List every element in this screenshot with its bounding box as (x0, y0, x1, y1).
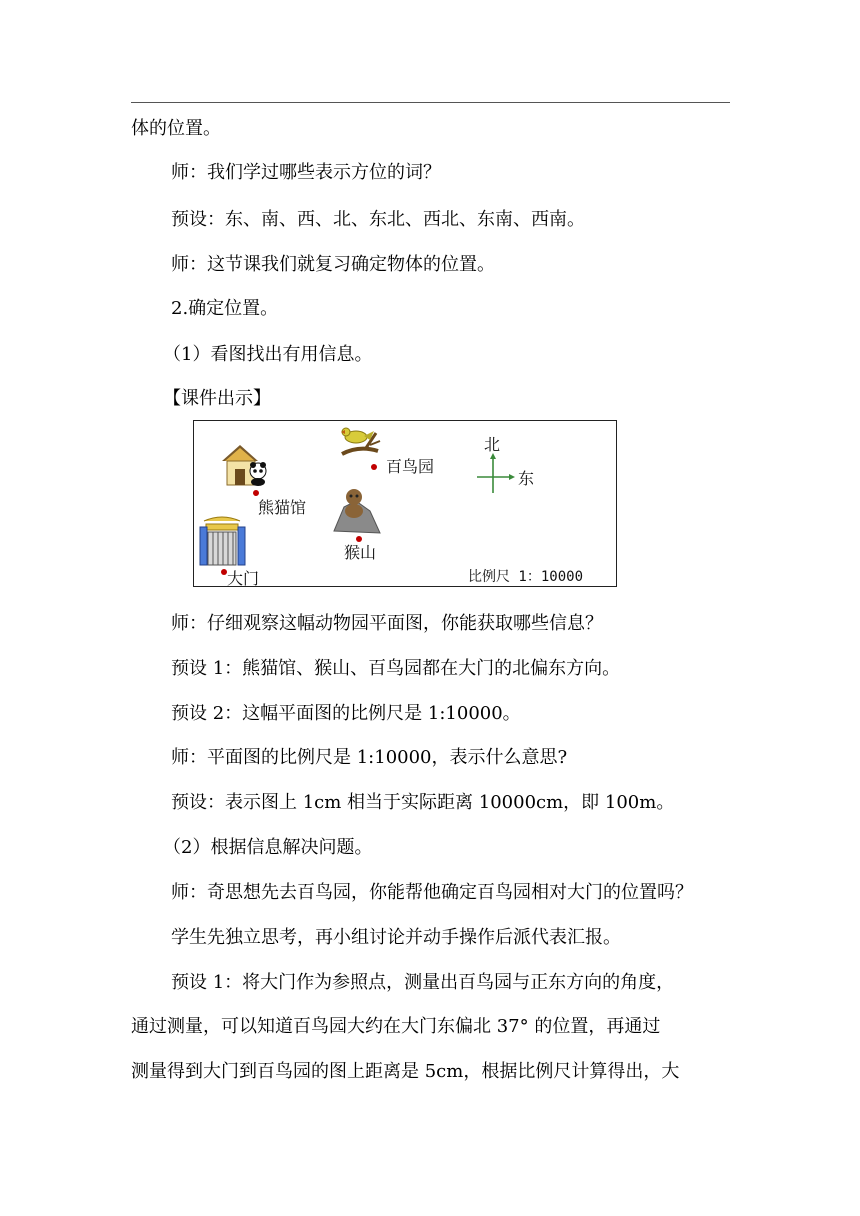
text-line-14: 师：奇思想先去百鸟园，你能帮他确定百鸟园相对大门的位置吗？ (171, 882, 693, 903)
text-line-10: 预设 2：这幅平面图的比例尺是 1:10000。 (171, 703, 521, 724)
gate-icon (200, 517, 245, 565)
text-line-13: （2）根据信息解决问题。 (163, 837, 373, 858)
text-line-15: 学生先独立思考，再小组讨论并动手操作后派代表汇报。 (171, 927, 621, 948)
monkey-hill-label: 猴山 (344, 543, 377, 562)
text-line-2: 师：我们学过哪些表示方位的词？ (171, 162, 441, 183)
compass-arrow-icon (477, 453, 515, 493)
north-label: 北 (484, 435, 501, 454)
panda-dot (253, 490, 259, 496)
text-line-6: （1）看图找出有用信息。 (163, 344, 373, 365)
bird-garden-label: 百鸟园 (386, 457, 435, 476)
panda-house-icon (222, 445, 266, 486)
east-label: 东 (518, 469, 535, 488)
text-line-9: 预设 1：熊猫馆、猴山、百鸟园都在大门的北偏东方向。 (171, 658, 621, 679)
panda-house-label: 熊猫馆 (258, 498, 307, 517)
text-line-5: 2.确定位置。 (171, 298, 279, 319)
text-line-16: 预设 1：将大门作为参照点，测量出百鸟园与正东方向的角度， (171, 972, 675, 993)
zoo-map-figure (193, 420, 617, 587)
text-line-18: 测量得到大门到百鸟园的图上距离是 5cm，根据比例尺计算得出，大 (131, 1061, 680, 1082)
text-line-8: 师：仔细观察这幅动物园平面图，你能获取哪些信息？ (171, 613, 603, 634)
scale-label: 比例尺 1：10000 (468, 569, 584, 585)
text-line-7: 【课件出示】 (163, 388, 271, 409)
bird-icon (341, 428, 380, 454)
text-line-11: 师：平面图的比例尺是 1:10000，表示什么意思? (171, 747, 568, 768)
monkey-icon (334, 489, 380, 533)
text-line-3: 预设：东、南、西、北、东北、西北、东南、西南。 (171, 209, 585, 230)
text-line-12: 预设：表示图上 1cm 相当于实际距离 10000cm，即 100m。 (171, 792, 675, 813)
text-line-1: 体的位置。 (131, 118, 221, 139)
gate-label: 大门 (227, 569, 260, 587)
header-rule (131, 102, 730, 103)
text-line-17: 通过测量，可以知道百鸟园大约在大门东偏北 37° 的位置，再通过 (131, 1016, 661, 1037)
text-line-4: 师：这节课我们就复习确定物体的位置。 (171, 254, 495, 275)
monkey-dot (356, 536, 362, 542)
bird-dot (371, 464, 377, 470)
